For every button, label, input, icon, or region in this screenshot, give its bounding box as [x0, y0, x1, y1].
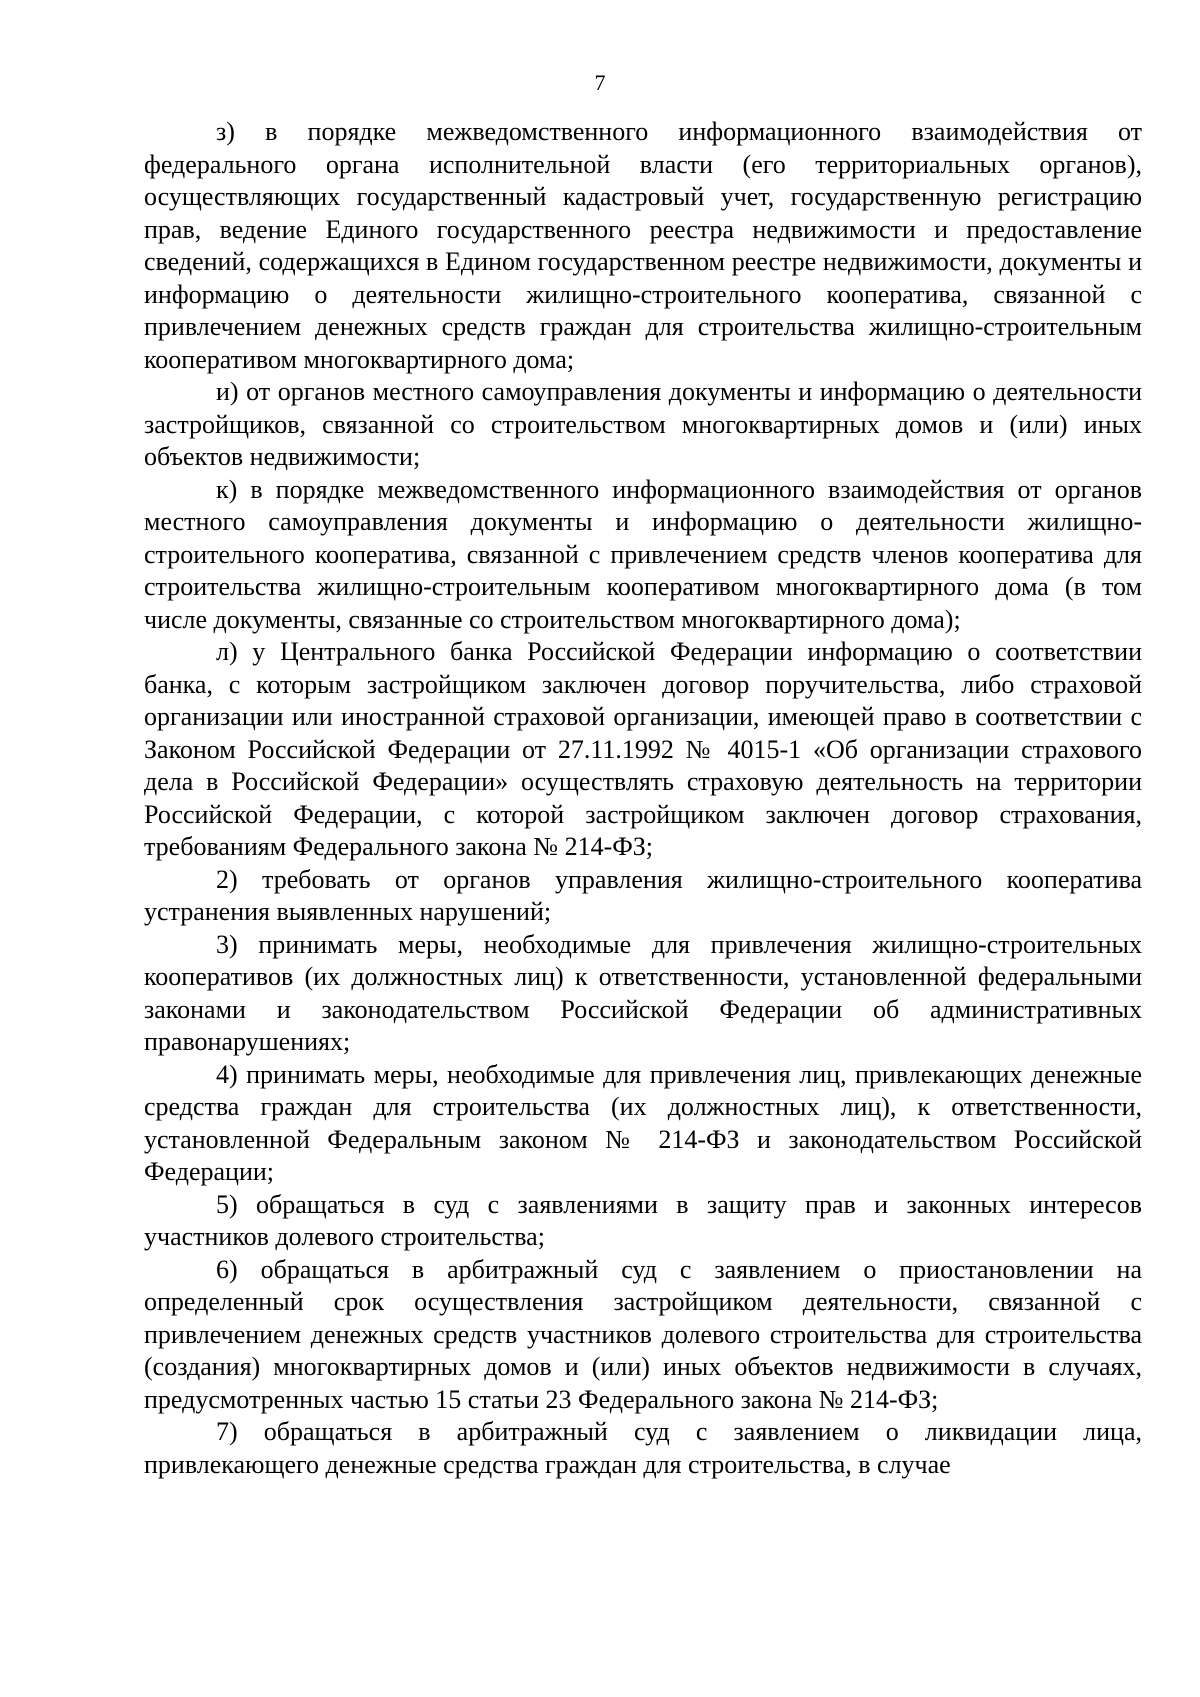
paragraph-item-l: л) у Центрального банка Российской Федерации информацию о соответствии банка, с которым застройщиком заключен договор поручительства, либо страховой организации или иностранной страховой организации, имеющей право в соответствии с Законом Российской Федерации от 27.11.1992 № 4015-1 «Об организации страхового дела в Российской Федерации» осуществлять страховую деятельность на территории Российской Федерации, с которой застройщиком заключен договор страхования, требованиям Федерального закона № 214-ФЗ; — [144, 637, 1142, 861]
paragraph-item-2: 2) требовать от органов управления жилищно-строительного кооператива устранения выявленных нарушений; — [144, 864, 1142, 926]
document-body — [144, 116, 1142, 1481]
paragraph-item-6: 6) обращаться в арбитражный суд с заявлением о приостановлении на определенный срок осуществления застройщиком деятельности, связанной с привлечением денежных средств участников долевого строительства для строительства (создания) многоквартирных домов и (или) иных объектов недвижимости в случаях, предусмотренных частью 15 статьи 23 Федерального закона № 214-ФЗ; — [144, 1254, 1142, 1414]
paragraph-item-7: 7) обращаться в арбитражный суд с заявлением о ликвидации лица, привлекающего денежные средства граждан для строительства, в случае — [144, 1417, 1142, 1479]
paragraph-item-k: к) в порядке межведомственного информационного взаимодействия от органов местного самоуправления документы и информацию о деятельности жилищно-строительного кооператива, связанной с привлечением средств членов кооператива для строительства жилищно-строительным кооперативом многоквартирного дома (в том числе документы, связанные со строительством многоквартирного дома); — [144, 474, 1142, 634]
page-number: 7 — [594, 70, 606, 95]
paragraph-item-5: 5) обращаться в суд с заявлениями в защиту прав и законных интересов участников долевого строительства; — [144, 1189, 1142, 1251]
paragraph-item-i: и) от органов местного самоуправления документы и информацию о деятельности застройщиков, связанной со строительством многоквартирных домов и (или) иных объектов недвижимости; — [144, 377, 1142, 471]
paragraph-item-4: 4) принимать меры, необходимые для привлечения лиц, привлекающих денежные средства граждан для строительства (их должностных лиц), к ответственности, установленной Федеральным законом № 214-ФЗ и законодательством Российской Федерации; — [144, 1059, 1142, 1186]
paragraph-item-3: 3) принимать меры, необходимые для привлечения жилищно-строительных кооперативов (их должностных лиц) к ответственности, установленной федеральными законами и законодательством Российской Федерации об административных правонарушениях; — [144, 929, 1142, 1056]
paragraph-item-z: з) в порядке межведомственного информационного взаимодействия от федерального органа исполнительной власти (его территориальных органов), осуществляющих государственный кадастровый учет, государственную регистрацию прав, ведение Единого государственного реестра недвижимости и предоставление сведений, содержащихся в Едином государственном реестре недвижимости, документы и информацию о деятельности жилищно-строительного кооператива, связанной с привлечением денежных средств граждан для строительства жилищно-строительным кооперативом многоквартирного дома; — [144, 117, 1142, 374]
